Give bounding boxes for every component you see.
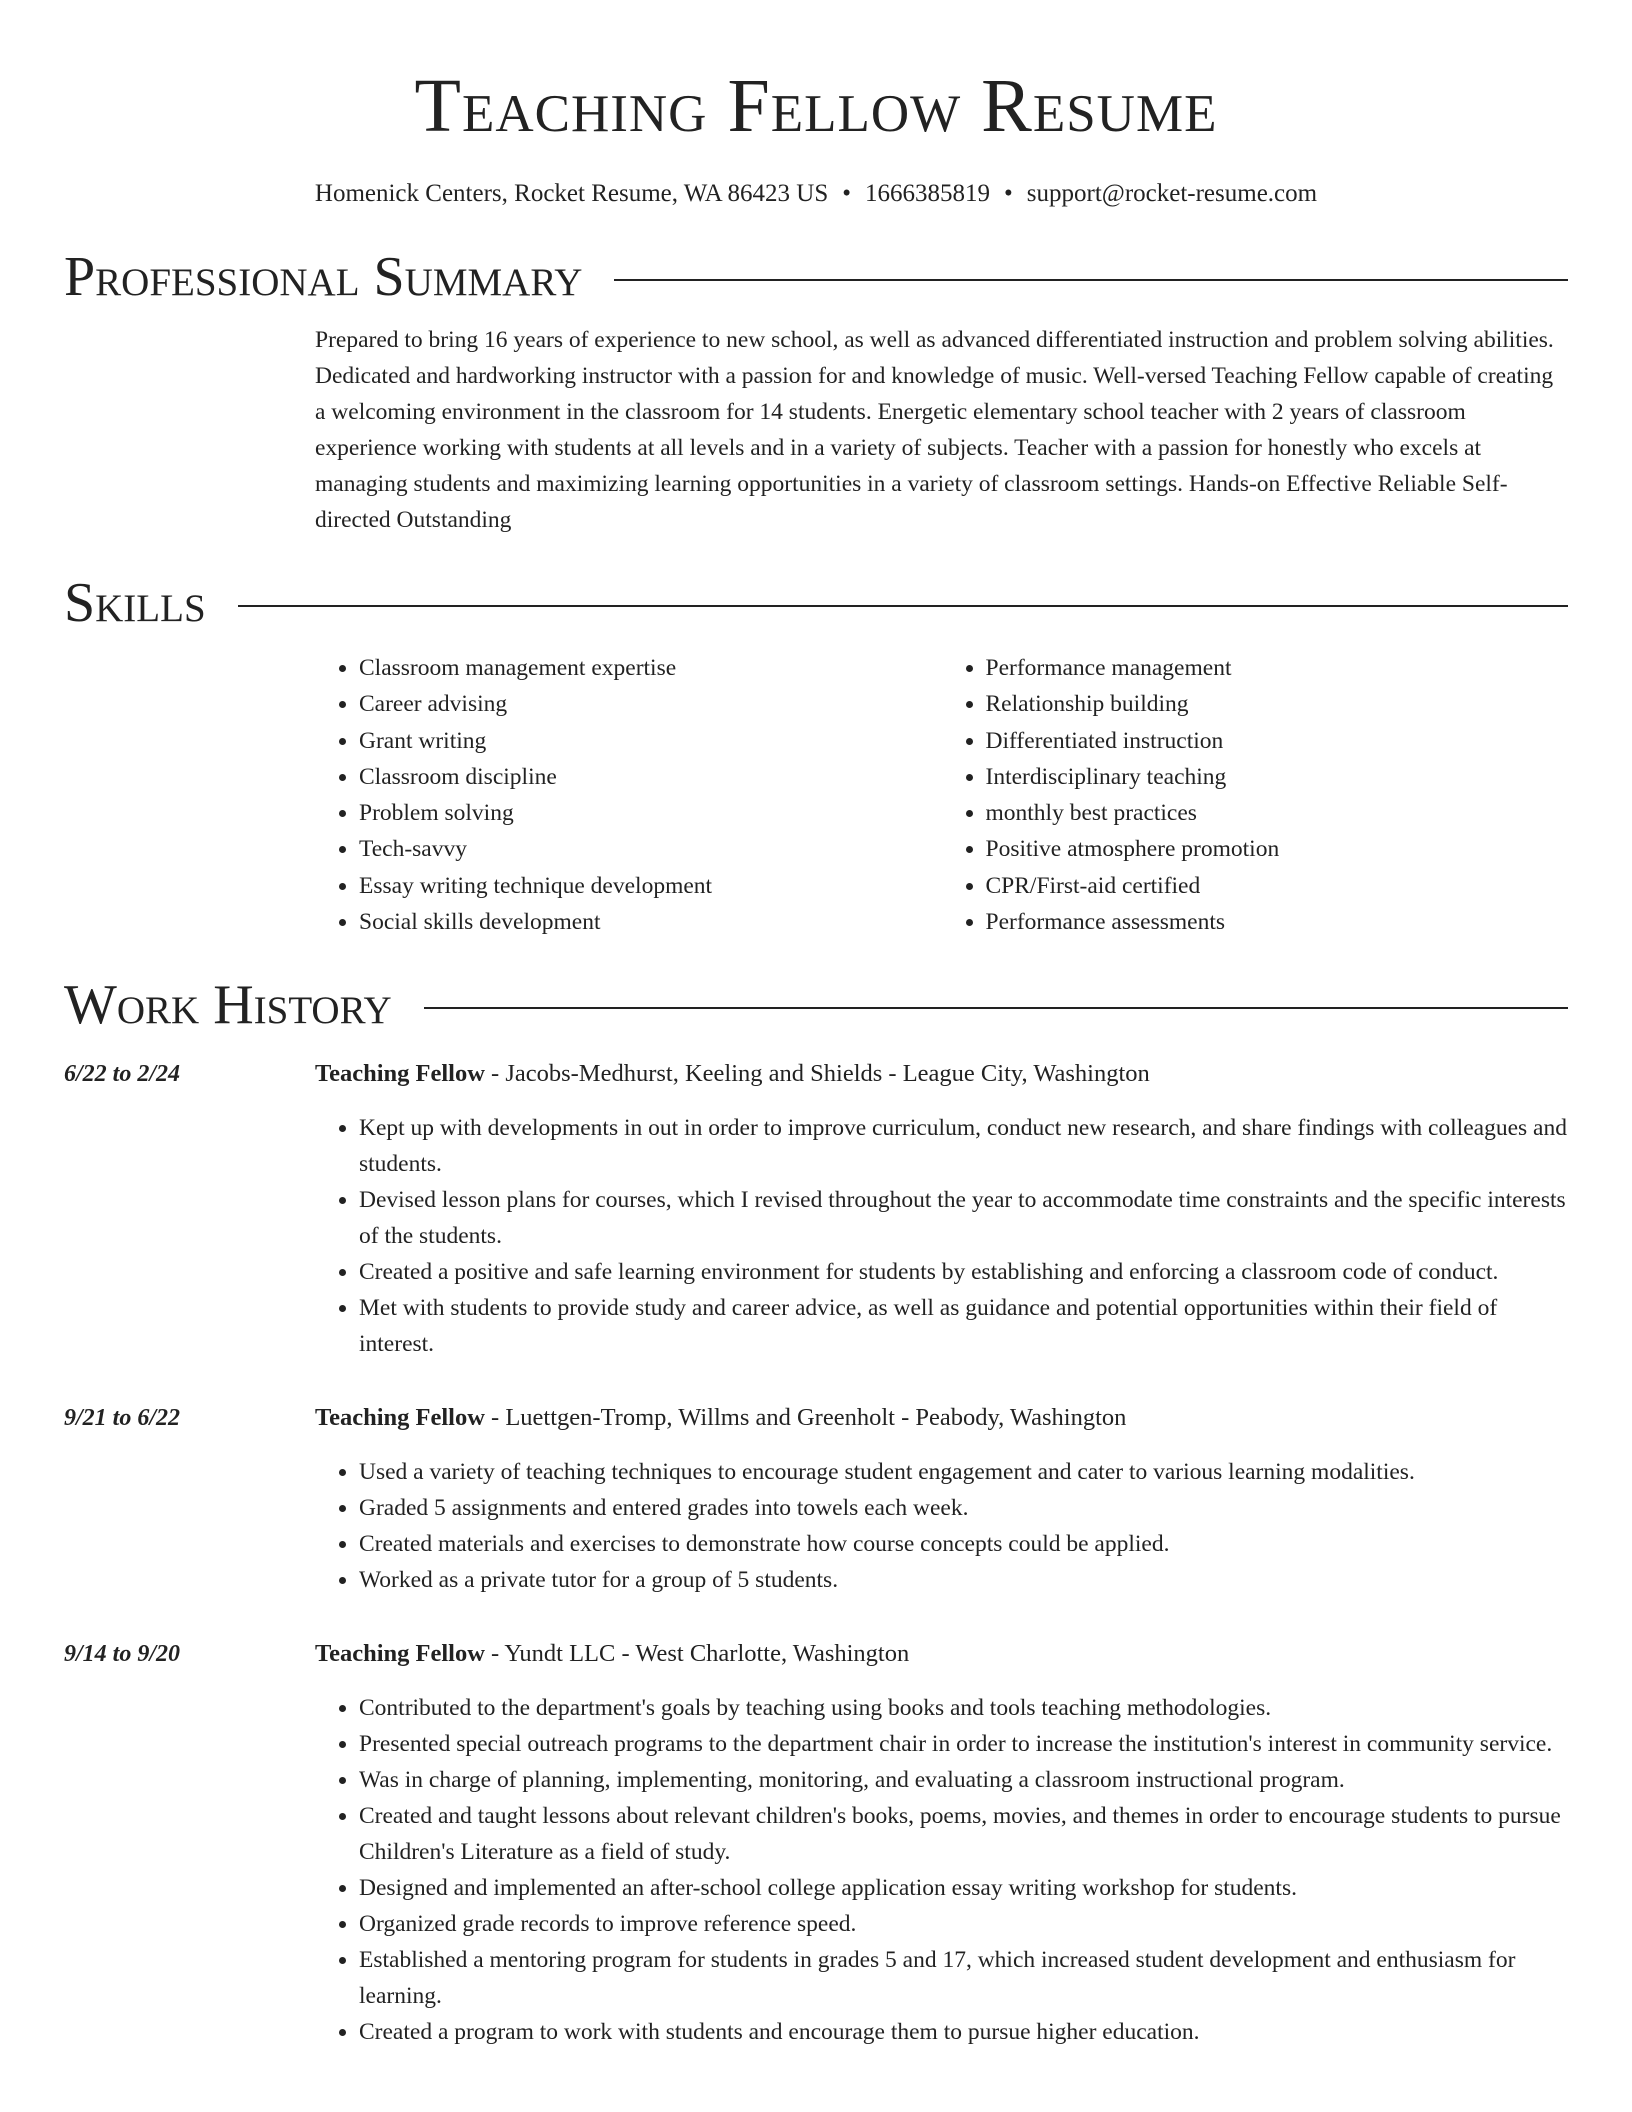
job-employer: - Yundt LLC - West Charlotte, Washington	[484, 1640, 910, 1668]
job-dates: 9/14 to 9/20	[64, 1641, 181, 1668]
skill-item: • Essay writing technique development	[359, 868, 942, 904]
job-bullet: • Was in charge of planning, implementing, monitoring, and evaluating a classroom instructional program.	[359, 1762, 1568, 1798]
section-divider	[424, 1007, 1568, 1009]
job-dates: 9/21 to 6/22	[64, 1405, 181, 1432]
job-bullets	[315, 1110, 1568, 1362]
job-employer: - Jacobs-Medhurst, Keeling and Shields - League City, Washington	[484, 1060, 1150, 1088]
job-bullet: • Used a variety of teaching techniques to encourage student engagement and cater to various learning modalities.	[359, 1454, 1568, 1490]
job-content	[315, 1056, 1568, 1362]
skill-item: • Performance assessments	[986, 904, 1569, 940]
skill-item: • Positive atmosphere promotion	[986, 831, 1569, 867]
job-bullet: • Created a program to work with students and encourage them to pursue higher education.	[359, 2014, 1568, 2050]
skill-item: • monthly best practices	[986, 795, 1569, 831]
job-role: Teaching Fellow	[315, 1060, 485, 1088]
job-entry	[64, 1400, 1568, 1598]
skills-columns	[315, 650, 1568, 940]
job-title-line	[315, 1636, 1568, 1672]
summary-text: Prepared to bring 16 years of experience to new school, as well as advanced differentiated instruction and problem solving abilities. Dedicated and hardworking instructor with a passion for and knowledge of music. Well-versed Teaching Fellow capable of creating a welcoming environment in the classroom for 14 students. Energetic elementary school teacher with 2 years of classroom experience working with students at all levels and in a variety of subjects. Teacher with a passion for honestly who excels at managing students and maximizing learning opportunities in a variety of classroom settings. Hands-on Effective Reliable Self-directed Outstanding	[315, 327, 1554, 533]
contact-separator: •	[842, 180, 852, 207]
skill-item: • Interdisciplinary teaching	[986, 759, 1569, 795]
contact-separator: •	[1004, 180, 1013, 207]
skill-item: • Relationship building	[986, 686, 1569, 722]
section-divider	[614, 279, 1568, 281]
skill-item: • Classroom management expertise	[359, 650, 942, 686]
summary-heading: Professional Summary	[64, 246, 583, 308]
summary-section	[64, 322, 1568, 538]
job-role: Teaching Fellow	[315, 1404, 485, 1432]
summary-section-header	[64, 244, 1568, 310]
job-bullets	[315, 1690, 1568, 2050]
job-bullet: • Presented special outreach programs to the department chair in order to increase the institution's interest in community service.	[359, 1726, 1568, 1762]
job-employer: - Luettgen-Tromp, Willms and Greenholt - Peabody, Washington	[484, 1404, 1127, 1432]
job-title-line	[315, 1400, 1568, 1436]
skill-item: • Classroom discipline	[359, 759, 942, 795]
section-divider	[238, 605, 1568, 607]
job-bullet: • Created a positive and safe learning environment for students by establishing and enforcing a classroom code of conduct.	[359, 1254, 1568, 1290]
job-dates: 6/22 to 2/24	[64, 1061, 181, 1088]
skills-list-left	[315, 650, 942, 940]
skill-item: • Social skills development	[359, 904, 942, 940]
job-entry	[64, 1056, 1568, 1362]
job-bullet: • Created and taught lessons about relevant children's books, poems, movies, and themes in order to encourage students to pursue Children's Literature as a field of study.	[359, 1798, 1568, 1870]
skills-list-right	[942, 650, 1569, 940]
skill-item: • CPR/First-aid certified	[986, 868, 1569, 904]
skills-section-header	[64, 570, 1568, 636]
skill-item: • Performance management	[986, 650, 1569, 686]
work-heading: Work History	[64, 974, 392, 1037]
skill-item: • Grant writing	[359, 723, 942, 759]
skill-item: • Career advising	[359, 686, 942, 722]
job-bullet: • Kept up with developments in out in order to improve curriculum, conduct new research, and share findings with colleagues and students.	[359, 1110, 1568, 1182]
contact-line	[64, 176, 1568, 212]
job-bullet: • Worked as a private tutor for a group of 5 students.	[359, 1562, 1568, 1598]
skill-item: • Tech-savvy	[359, 831, 942, 867]
skill-item: • Differentiated instruction	[986, 723, 1569, 759]
contact-email: support@rocket-resume.com	[1026, 180, 1318, 207]
resume-title: Teaching Fellow Resume	[414, 64, 1218, 148]
job-bullet: • Designed and implemented an after-school college application essay writing workshop for students.	[359, 1870, 1568, 1906]
skills-heading: Skills	[64, 572, 206, 634]
skills-section	[64, 650, 1568, 940]
job-bullet: • Organized grade records to improve reference speed.	[359, 1906, 1568, 1942]
work-section-header	[64, 972, 1568, 1038]
job-role: Teaching Fellow	[315, 1640, 485, 1668]
job-entry	[64, 1636, 1568, 2050]
job-bullet: • Met with students to provide study and career advice, as well as guidance and potential opportunities within their field of interest.	[359, 1290, 1568, 1362]
job-bullet: • Contributed to the department's goals by teaching using books and tools teaching methodologies.	[359, 1690, 1568, 1726]
job-bullets	[315, 1454, 1568, 1598]
contact-address: Homenick Centers, Rocket Resume, WA 86423 US	[314, 180, 829, 207]
skill-item: • Problem solving	[359, 795, 942, 831]
job-content	[315, 1400, 1568, 1598]
job-content	[315, 1636, 1568, 2050]
job-bullet: • Graded 5 assignments and entered grades into towels each week.	[359, 1490, 1568, 1526]
job-bullet: • Devised lesson plans for courses, which I revised throughout the year to accommodate time constraints and the specific interests of the students.	[359, 1182, 1568, 1254]
job-bullet: • Created materials and exercises to demonstrate how course concepts could be applied.	[359, 1526, 1568, 1562]
contact-phone: 1666385819	[865, 180, 991, 207]
job-bullet: • Established a mentoring program for students in grades 5 and 17, which increased student development and enthusiasm for learning.	[359, 1942, 1568, 2014]
job-title-line	[315, 1056, 1568, 1092]
